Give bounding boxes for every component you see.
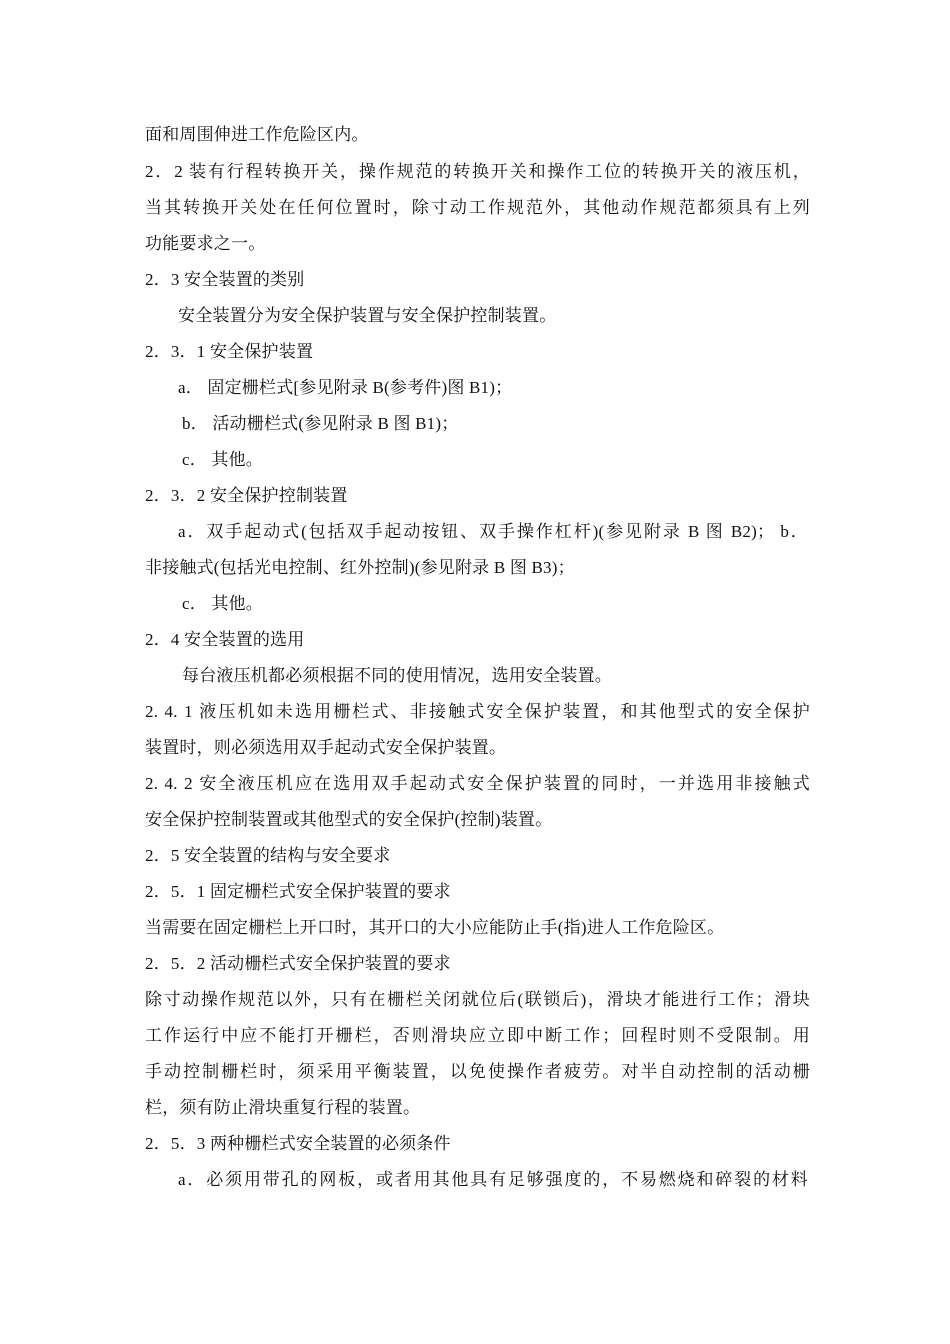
text-line: 面和周围伸进工作危险区内。 (145, 125, 369, 144)
section-heading: 2．3．2 安全保护控制装置 (145, 486, 348, 505)
section-heading: 2．5．1 固定栅栏式安全保护装置的要求 (145, 882, 451, 901)
text-line: 当需要在固定栅栏上开口时，其开口的大小应能防止手(指)进人工作危险区。 (145, 918, 725, 937)
section-heading: 2．4 安全装置的选用 (145, 630, 305, 649)
text-line: 功能要求之一。 (145, 234, 266, 253)
text-line: 装置时，则必须选用双手起动式安全保护装置。 (145, 738, 507, 757)
text-line: 每台液压机都必须根据不同的使用情况，选用安全装置。 (182, 666, 612, 685)
text-line: 安全保护控制装置或其他型式的安全保护(控制)装置。 (145, 810, 553, 829)
list-item: a．双手起动式(包括双手起动按钮、双手操作杠杆)(参见附录 B 图 B2)； b． (178, 522, 808, 541)
section-heading: 2．3．1 安全保护装置 (145, 342, 314, 361)
text-line: 安全装置分为安全保护装置与安全保护控制装置。 (178, 306, 557, 325)
list-item: 非接触式(包括光电控制、红外控制)(参见附录 B 图 B3)； (145, 558, 575, 577)
list-item: c． 其他。 (182, 450, 263, 469)
text-line: 当其转换开关处在任何位置时，除寸动工作规范外，其他动作规范都须具有上列 (145, 198, 810, 217)
list-item: b． 活动栅栏式(参见附录 B 图 B1)； (182, 414, 459, 433)
text-line: 2．2 装有行程转换开关，操作规范的转换开关和操作工位的转换开关的液压机， (145, 162, 810, 181)
list-item: a． 固定栅栏式[参见附录 B(参考件)图 B1)； (178, 378, 513, 397)
list-item: a．必须用带孔的网板，或者用其他具有足够强度的，不易燃烧和碎裂的材料 (178, 1170, 808, 1189)
section-heading: 2．5．3 两种栅栏式安全装置的必须条件 (145, 1134, 451, 1153)
text-line: 2. 4. 1 液压机如未选用栅栏式、非接触式安全保护装置，和其他型式的安全保护 (145, 702, 810, 721)
text-line: 工作运行中应不能打开栅栏，否则滑块应立即中断工作；回程时则不受限制。用 (145, 1026, 810, 1045)
section-heading: 2．5 安全装置的结构与安全要求 (145, 846, 391, 865)
list-item: c． 其他。 (182, 594, 263, 613)
section-heading: 2．3 安全装置的类别 (145, 270, 305, 289)
text-line: 2. 4. 2 安全液压机应在选用双手起动式安全保护装置的同时，一并选用非接触式 (145, 774, 810, 793)
text-line: 栏，须有防止滑块重复行程的装置。 (145, 1098, 421, 1117)
text-line: 手动控制栅栏时，须采用平衡装置，以免使操作者疲劳。对半自动控制的活动栅 (145, 1062, 810, 1081)
text-line: 除寸动操作规范以外，只有在栅栏关闭就位后(联锁后)，滑块才能进行工作；滑块 (145, 990, 810, 1009)
section-heading: 2．5．2 活动栅栏式安全保护装置的要求 (145, 954, 451, 973)
